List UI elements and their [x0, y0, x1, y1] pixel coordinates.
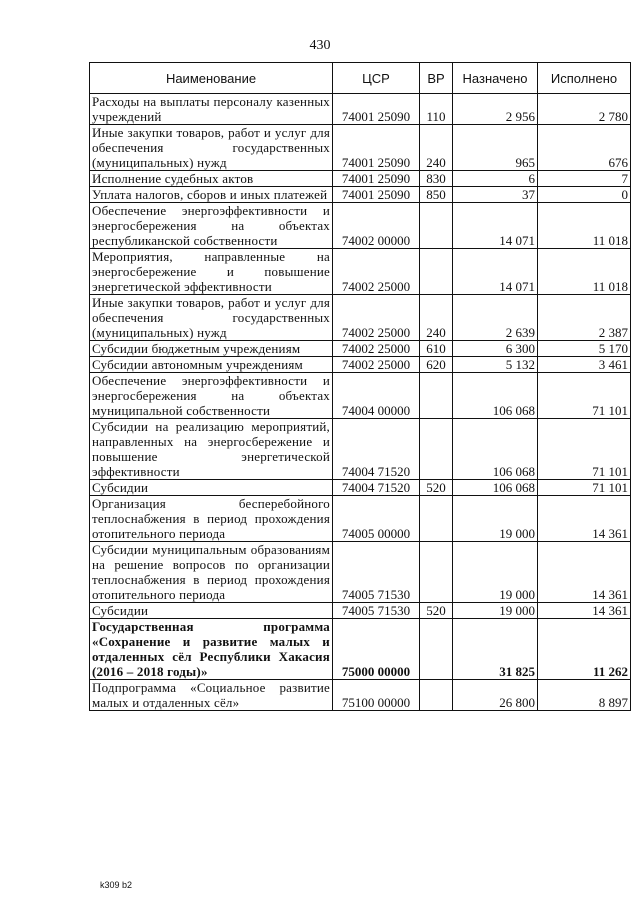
table-row [90, 341, 631, 357]
cell-planned: 106 068 [453, 419, 538, 480]
cell-planned: 26 800 [453, 680, 538, 711]
cell-name: Мероприятия, направленные на энергосбережение и повышение энергетической эффективности [90, 249, 333, 295]
cell-planned: 965 [453, 125, 538, 171]
cell-vr: 620 [420, 357, 453, 373]
cell-planned: 106 068 [453, 480, 538, 496]
cell-csr: 74004 00000 [333, 373, 420, 419]
table-row [90, 419, 631, 480]
cell-name: Субсидии автономным учреждениям [90, 357, 333, 373]
cell-vr [420, 419, 453, 480]
cell-executed: 71 101 [538, 373, 631, 419]
cell-planned: 19 000 [453, 542, 538, 603]
cell-vr: 830 [420, 171, 453, 187]
cell-executed: 8 897 [538, 680, 631, 711]
page-number: 430 [309, 38, 331, 53]
cell-executed: 0 [538, 187, 631, 203]
cell-csr: 75000 00000 [333, 619, 420, 680]
cell-vr: 520 [420, 480, 453, 496]
cell-name: Исполнение судебных актов [90, 171, 333, 187]
cell-executed: 71 101 [538, 419, 631, 480]
table-row [90, 171, 631, 187]
cell-executed: 7 [538, 171, 631, 187]
cell-csr: 74005 71530 [333, 603, 420, 619]
cell-name: Организация бесперебойного теплоснабжения в период прохождения отопительного периода [90, 496, 333, 542]
header-executed: Исполнено [538, 63, 631, 94]
cell-name: Субсидии [90, 480, 333, 496]
cell-name: Иные закупки товаров, работ и услуг для обеспечения государственных (муниципальных) нужд [90, 125, 333, 171]
table-row [90, 496, 631, 542]
header-csr: ЦСР [333, 63, 420, 94]
cell-vr: 110 [420, 94, 453, 125]
cell-planned: 5 132 [453, 357, 538, 373]
cell-executed: 11 262 [538, 619, 631, 680]
cell-name: Субсидии на реализацию мероприятий, направленных на энергосбережение и повышение энергетической эффективности [90, 419, 333, 480]
cell-vr: 610 [420, 341, 453, 357]
table-row [90, 125, 631, 171]
cell-csr: 74004 71520 [333, 480, 420, 496]
table-row [90, 542, 631, 603]
cell-csr: 75100 00000 [333, 680, 420, 711]
cell-planned: 2 956 [453, 94, 538, 125]
cell-executed: 676 [538, 125, 631, 171]
cell-csr: 74001 25090 [333, 94, 420, 125]
cell-planned: 37 [453, 187, 538, 203]
cell-vr [420, 249, 453, 295]
cell-executed: 71 101 [538, 480, 631, 496]
cell-name: Государственная программа «Сохранение и развитие малых и отдаленных сёл Республики Хакасия (2016 – 2018 годы)» [90, 619, 333, 680]
cell-planned: 106 068 [453, 373, 538, 419]
cell-executed: 2 387 [538, 295, 631, 341]
cell-planned: 19 000 [453, 603, 538, 619]
cell-vr [420, 619, 453, 680]
cell-name: Субсидии бюджетным учреждениям [90, 341, 333, 357]
cell-name: Субсидии [90, 603, 333, 619]
budget-table [89, 62, 631, 711]
cell-planned: 2 639 [453, 295, 538, 341]
cell-planned: 19 000 [453, 496, 538, 542]
cell-csr: 74002 25000 [333, 357, 420, 373]
cell-csr: 74002 25000 [333, 341, 420, 357]
cell-executed: 11 018 [538, 249, 631, 295]
table-body [90, 94, 631, 711]
cell-vr: 240 [420, 295, 453, 341]
table-row [90, 603, 631, 619]
cell-vr [420, 496, 453, 542]
cell-name: Обеспечение энергоэффективности и энергосбережения на объектах республиканской собственности [90, 203, 333, 249]
cell-planned: 14 071 [453, 249, 538, 295]
cell-planned: 6 [453, 171, 538, 187]
cell-csr: 74002 25000 [333, 249, 420, 295]
header-name: Наименование [90, 63, 333, 94]
table-row [90, 619, 631, 680]
cell-csr: 74001 25090 [333, 125, 420, 171]
cell-csr: 74002 25000 [333, 295, 420, 341]
cell-csr: 74004 71520 [333, 419, 420, 480]
cell-csr: 74001 25090 [333, 187, 420, 203]
cell-name: Иные закупки товаров, работ и услуг для обеспечения государственных (муниципальных) нужд [90, 295, 333, 341]
cell-planned: 31 825 [453, 619, 538, 680]
cell-name: Уплата налогов, сборов и иных платежей [90, 187, 333, 203]
cell-executed: 14 361 [538, 542, 631, 603]
cell-planned: 6 300 [453, 341, 538, 357]
table-row [90, 373, 631, 419]
cell-planned: 14 071 [453, 203, 538, 249]
cell-executed: 14 361 [538, 496, 631, 542]
cell-executed: 5 170 [538, 341, 631, 357]
cell-name: Субсидии муниципальным образованиям на решение вопросов по организации теплоснабжения в период прохождения отопительного периода [90, 542, 333, 603]
cell-vr [420, 373, 453, 419]
cell-name: Подпрограмма «Социальное развитие малых и отдаленных сёл» [90, 680, 333, 711]
table-row [90, 357, 631, 373]
cell-csr: 74001 25090 [333, 171, 420, 187]
cell-executed: 11 018 [538, 203, 631, 249]
cell-vr [420, 203, 453, 249]
cell-csr: 74002 00000 [333, 203, 420, 249]
cell-vr: 520 [420, 603, 453, 619]
cell-vr: 240 [420, 125, 453, 171]
cell-executed: 2 780 [538, 94, 631, 125]
table-row [90, 203, 631, 249]
table-row [90, 249, 631, 295]
table-header-row [90, 63, 631, 94]
cell-csr: 74005 71530 [333, 542, 420, 603]
header-planned: Назначено [453, 63, 538, 94]
table-row [90, 94, 631, 125]
cell-executed: 14 361 [538, 603, 631, 619]
header-vr: ВР [420, 63, 453, 94]
table-row [90, 295, 631, 341]
cell-name: Расходы на выплаты персоналу казенных учреждений [90, 94, 333, 125]
cell-executed: 3 461 [538, 357, 631, 373]
cell-vr [420, 680, 453, 711]
footer-code: k309 b2 [100, 880, 133, 890]
cell-name: Обеспечение энергоэффективности и энергосбережения на объектах муниципальной собственности [90, 373, 333, 419]
table-row [90, 680, 631, 711]
table-row [90, 480, 631, 496]
cell-csr: 74005 00000 [333, 496, 420, 542]
table-row [90, 187, 631, 203]
cell-vr [420, 542, 453, 603]
cell-vr: 850 [420, 187, 453, 203]
